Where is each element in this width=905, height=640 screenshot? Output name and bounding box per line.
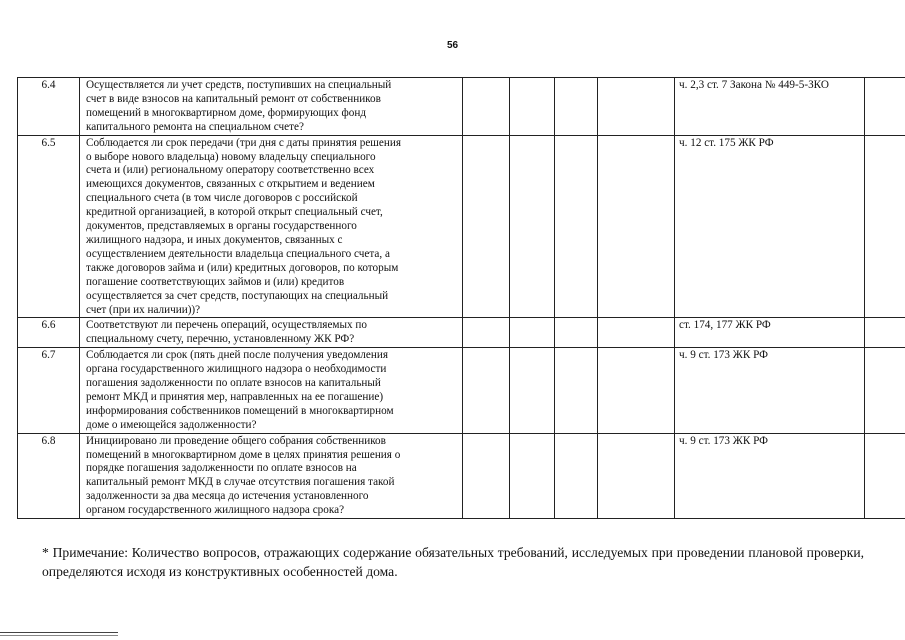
legal-reference: ст. 174, 177 ЖК РФ xyxy=(675,318,865,348)
empty-cell xyxy=(463,318,510,348)
empty-cell xyxy=(598,78,675,136)
row-number: 6.8 xyxy=(18,433,80,518)
page-number: 56 xyxy=(446,40,459,51)
empty-cell xyxy=(865,348,905,433)
empty-cell xyxy=(510,318,555,348)
table-row xyxy=(18,78,905,136)
empty-cell xyxy=(463,348,510,433)
empty-cell xyxy=(555,318,598,348)
empty-cell xyxy=(555,433,598,518)
legal-reference: ч. 2,3 ст. 7 Закона № 449-5-ЗКО xyxy=(675,78,865,136)
empty-cell xyxy=(510,135,555,318)
footer-divider xyxy=(0,635,118,636)
legal-reference: ч. 9 ст. 173 ЖК РФ xyxy=(675,348,865,433)
legal-reference: ч. 12 ст. 175 ЖК РФ xyxy=(675,135,865,318)
empty-cell xyxy=(463,135,510,318)
footer-divider xyxy=(0,632,118,633)
empty-cell xyxy=(555,135,598,318)
question-text: Соответствуют ли перечень операций, осуществляемых по специальному счету, перечню, установленному ЖК РФ? xyxy=(80,318,463,348)
empty-cell xyxy=(865,318,905,348)
empty-cell xyxy=(463,78,510,136)
table-row xyxy=(18,348,905,433)
legal-reference: ч. 9 ст. 173 ЖК РФ xyxy=(675,433,865,518)
checklist-table xyxy=(17,77,905,519)
empty-cell xyxy=(555,348,598,433)
row-number: 6.5 xyxy=(18,135,80,318)
question-text: Инициировано ли проведение общего собрания собственников помещений в многоквартирном доме в целях принятия решения о порядке погашения задолженности по оплате взносов на капитальный ремонт МКД в случае отсутствия погашения такой задолженности за два месяца до истечения установленного органом государственного жилищного надзора срока? xyxy=(80,433,463,518)
empty-cell xyxy=(463,433,510,518)
question-text: Осуществляется ли учет средств, поступивших на специальный счет в виде взносов на капитальный ремонт от собственников помещений в многоквартирном доме, формирующих фонд капитального ремонта на специальном счете? xyxy=(80,78,463,136)
empty-cell xyxy=(510,433,555,518)
footnote: * Примечание: Количество вопросов, отражающих содержание обязательных требований, исследуемых при проведении плановой проверки, определяются исходя из конструктивных особенностей дома. xyxy=(42,545,864,579)
row-number: 6.7 xyxy=(18,348,80,433)
empty-cell xyxy=(510,348,555,433)
empty-cell xyxy=(598,135,675,318)
empty-cell xyxy=(555,78,598,136)
empty-cell xyxy=(865,78,905,136)
empty-cell xyxy=(598,433,675,518)
empty-cell xyxy=(598,348,675,433)
table-row xyxy=(18,318,905,348)
empty-cell xyxy=(865,433,905,518)
row-number: 6.6 xyxy=(18,318,80,348)
row-number: 6.4 xyxy=(18,78,80,136)
empty-cell xyxy=(598,318,675,348)
question-text: Соблюдается ли срок передачи (три дня с даты принятия решения о выборе нового владельца) новому владельцу специального счета и (или) региональному оператору соответственно всех имеющихся документов, связанных с открытием и ведением специального счета (в том числе договоров с российской кредитной организацией, в которой открыт специальный счет, документов, представляемых в органы государственного жилищного надзора, и иных документов, связанных с осуществлением деятельности владельца специального счета, а также договоров займа и (или) кредитных договоров, по которым погашение соответствующих займов и (или) кредитов осуществляется за счет средств, поступающих на специальный счет (при их наличии))? xyxy=(80,135,463,318)
empty-cell xyxy=(510,78,555,136)
table-row xyxy=(18,433,905,518)
table-row xyxy=(18,135,905,318)
question-text: Соблюдается ли срок (пять дней после получения уведомления органа государственного жилищного надзора о необходимости погашения задолженности по оплате взносов на капитальный ремонт МКД и принятия мер, направленных на ее погашение) информирования собственников помещений в многоквартирном доме о имеющейся задолженности? xyxy=(80,348,463,433)
empty-cell xyxy=(865,135,905,318)
